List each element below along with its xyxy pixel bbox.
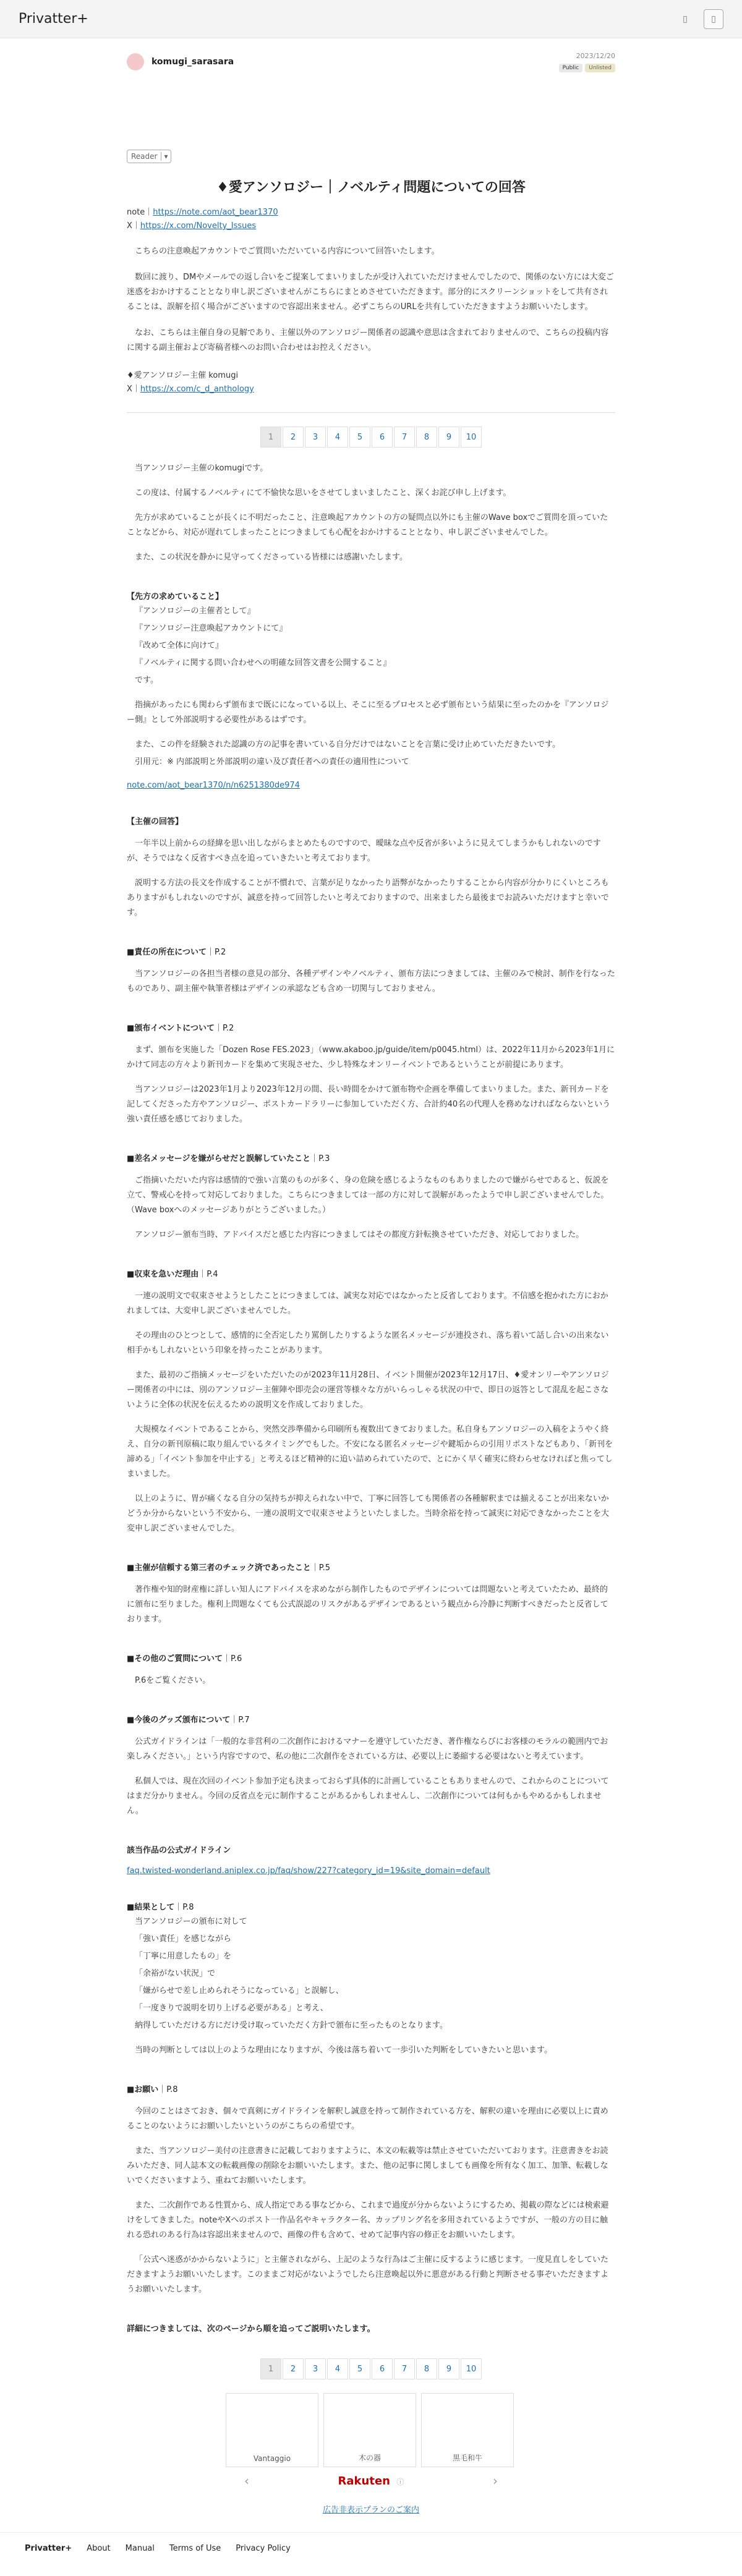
brand-logo[interactable]: Privatter+ [19,11,88,27]
section-paragraph: 一連の説明文で収束させようとしたことにつきましては、誠実な対応ではなかったと反省しております。不信感を抱かれた方におかれましては、大変申し訳ございませんでした。 [127,1291,608,1316]
post-date: 2023/12/20 [576,52,615,60]
section-heading-text: ■お願い [127,2085,159,2094]
chevron-down-icon[interactable]: ▾ [161,152,170,161]
link-prefix: note｜ [127,208,153,217]
page-7-button[interactable]: 7 [394,2358,415,2379]
intro-paragraph: こちらの注意喚起アカウントでご質問いただいている内容について回答いたします。 [135,247,440,256]
pagination-bottom [127,2358,615,2379]
section-paragraph: P.6をご覧ください。 [135,1676,211,1685]
section-heading [127,1900,615,1912]
section-paragraph: 当時の判断としては以上のような理由になりますが、今後は落ち着いて一歩引いた判断をしていきたいと思います。 [135,2046,552,2055]
ad-tile[interactable] [323,2393,416,2467]
section-page-ref: ｜P.5 [310,1563,330,1573]
section-heading-text: 詳細につきましては、次のページから順を追ってご説明いたします。 [127,2324,375,2334]
page-4-button[interactable]: 4 [327,427,348,448]
section-heading [127,945,615,957]
page-1-button[interactable]: 1 [260,427,281,448]
section-heading [127,1713,615,1725]
page-5-button[interactable]: 5 [349,2358,370,2379]
section-heading-text: ■結果として [127,1903,175,1912]
link-prefix: X｜ [127,221,140,231]
info-icon[interactable]: ⓘ [396,2477,404,2486]
section-page-ref: ｜P.7 [230,1715,250,1725]
section-paragraph: 以上のように、胃が痛くなる自分の気持ちが抑えられない中で、丁寧に回答しても関係者の各種解釈までは揃えることが出来ないかどうか分からないという不安から、一連の説明文で収束させようといたしました。当時余裕を持って誠実に対応できなかったことを大変申し訳ございませんでした。 [127,1494,610,1533]
section-paragraph: また、この状況を静かに見守ってくださっている皆様には感謝いたします。 [135,553,407,562]
section-heading-text: ■責任の所在について [127,948,207,957]
section-heading-text: 【主催の回答】 [127,817,184,827]
section-paragraph: まず、頒布を実施した「Dozen Rose FES.2023」（www.akaboo.jp/guide/item/p0045.html）は、2022年11月から2023年1月にかけて同志の方々より新刊カードを集めて実現させた、少し特殊なオンリーイベントであるということが前提にあります。 [127,1045,615,1069]
section-heading-text: ■頒布イベントについて [127,1024,215,1033]
rakuten-logo: Rakuten [338,2474,390,2488]
section-paragraph: 今回のことはさておき、個々で真剣にガイドラインを解釈し誠意を持って制作されている方を、解釈の違いを理由に必要以上に責めることのないようにお願いしたいというのがこちらの希望です。 [127,2107,608,2131]
notification-icon[interactable]: ▯ [683,14,688,24]
menu-button[interactable]: ▯ [704,9,723,29]
section-paragraph: 『ノベルティに関する問い合わせへの明確な回答文書を公開すること』 [135,658,391,668]
section-paragraph: 「余裕がない状況」で [135,1969,216,1978]
section-heading-text: 【先方の求めていること】 [127,592,224,601]
ad-tile-label: Vantaggio [253,2454,291,2463]
intro-paragraph: なお、こちらは主催自身の見解であり、主催以外のアンソロジー関係者の認識や意思は含まれておりませんので、こちらの投稿内容に関する副主催および寄稿者様へのお問い合わせはお控えください。 [127,328,609,352]
section-paragraph: 納得していただける方にだけ受け取っていただく方針で頒布に至ったものとなります。 [135,2021,448,2030]
section-page-ref: ｜P.3 [310,1154,330,1163]
page-6-button[interactable]: 6 [372,2358,393,2379]
section-page-ref: ｜P.2 [215,1024,234,1033]
section-paragraph: です。 [135,676,158,685]
section-heading [127,1021,615,1033]
top-bar [0,0,742,38]
main-content [127,38,615,2515]
footer-manual-link[interactable]: Manual [125,2544,155,2553]
ad-tile[interactable] [421,2393,514,2467]
post-links [127,206,615,233]
page-2-button[interactable]: 2 [283,2358,304,2379]
section-paragraph: 「嫌がらせで差し止められそうになっている」と誤解し、 [135,1986,344,1996]
section-paragraph: 当アンソロジーの各担当者様の意見の部分、各種デザインやノベルティ、頒布方法につきましては、主催のみで検討、制作を行なったものであり、副主催や執筆者様はデザインの承認なども含め一切関与しておりません。 [127,969,615,993]
section-paragraph: 引用元：※ 内部説明と外部説明の違い及び責任者への責任の適用性について [135,757,409,767]
section-paragraph: 「一度きりで説明を切り上げる必要がある」と考え、 [135,2004,328,2013]
user-bar [127,38,615,106]
section-heading-text: ■その他のご質問について [127,1654,223,1664]
section-paragraph: また、当アンソロジー美付の注意書きに記載しておりますように、本文の転載等は禁止させていただいております。注意書きをお読みいただき、同人誌本文の転載画像の削除をお願いいたします。また、他の記事に関しましても画像を所有なく加工、加筆、転載しないでくださいますよう、重ねてお願いいたします。 [127,2146,608,2185]
ad-tile-label: 木の器 [358,2454,381,2462]
reference-link[interactable]: faq.twisted-wonderland.aniplex.co.jp/faq/show/227?category_id=19&site_domain=default [127,1866,490,1876]
section-page-ref: ｜P.4 [198,1270,218,1279]
sections [127,461,615,2334]
page-1-button[interactable]: 1 [260,2358,281,2379]
public-badge: Public [559,64,583,72]
link-prefix: X｜ [127,385,140,394]
section-heading [127,590,615,601]
section-paragraph: 『アンソロジーの主催者として』 [135,606,255,616]
anthology-x-link[interactable]: https://x.com/c_d_anthology [140,385,254,394]
section-paragraph: また、この件を経験された認識の方の記事を書いている自分だけではないことを言葉に受け止めていただきたいです。 [135,740,560,749]
section-paragraph: 当アンソロジー主催のkomugiです。 [135,464,268,473]
page-5-button[interactable]: 5 [349,427,370,448]
section-heading [127,815,615,827]
page-9-button[interactable]: 9 [438,2358,459,2379]
section-heading [127,2322,615,2334]
section-page-ref: ｜P.6 [223,1654,242,1664]
section-paragraph: 「丁寧に用意したもの」を [135,1952,232,1961]
section-paragraph: 先方が求めていることが長くに不明だったこと、注意喚起アカウントの方の疑問点以外にも主催のWave boxでご質問を頂っていたことなどから、対応が遅れてしまったことにつきましても心配をおかけすることとなり、申し訳ございませんでした。 [127,513,608,537]
chevron-right-icon[interactable]: › [492,2473,498,2488]
section-heading [127,1561,615,1573]
section-paragraph: また、最初のご指摘メッセージをいただいたのが2023年11月28日、イベント開催が2023年12月17日、♦愛オンリーやアンソロジー関係者の中には、別のアンソロジー主催陣や即売会の運営等様々な方がいらっしゃる状況の中で、即日の返答として混乱を起こさないように全体の状況を伝えるための説明文を作成しておりました。 [127,1371,609,1409]
page-3-button[interactable]: 3 [305,2358,326,2379]
section-paragraph: 当アンソロジーは2023年1月より2023年12月の間、長い時間をかけて頒布物や企画を準備してまいりました。また、新刊カードを記してくださった方やアンソロジー、ポストカードラリーに参加していただく方、合計約40名の代理人を務めなければならないという強い責任感を感じておりました。 [127,1085,611,1124]
section-heading [127,2083,615,2094]
username[interactable]: komugi_sarasara [151,57,234,67]
section-paragraph: 大規模なイベントであることから、突然交渉準備から印刷所も複数出てきておりました。私自身もアンソロジーの入稿をようやく終え、自分の新刊原稿に取り組んでいるタイミングでもした。不安になる匿名メッセージや鍵垢からの引用リポストなどもあり、「新刊を諦める」「イベント参加を中止する」と考えるほど精神的に追い詰められていたので、とにかく早く確実に終わらせなければと焦ってしまいました。 [127,1425,613,1479]
footer-privacy-link[interactable]: Privacy Policy [236,2544,291,2553]
section-heading-text: ■収束を急いだ理由 [127,1270,199,1279]
ad-tile-label: 黒毛和牛 [452,2454,482,2462]
reader-mode-button[interactable] [127,150,171,163]
section-paragraph: 「公式へ迷惑がかからないように」と主催されながら、上記のような行為はご主催に反するように感じます。一度見直しをしていただきますようお願いいたします。このままご対応がないようでしたら注意喚起以外に悪意がある行動と判断させる事ぞいただきますようお願いいたします。 [127,2255,608,2294]
reference-link[interactable]: note.com/aot_bear1370/n/n6251380de974 [127,781,300,790]
section-heading [127,1152,615,1163]
section-page-ref: ｜P.8 [158,2085,178,2094]
footer-brand[interactable]: Privatter+ [25,2544,72,2553]
page-6-button[interactable]: 6 [372,427,393,448]
ad-tile[interactable] [226,2393,318,2467]
section-paragraph: ご指摘いただいた内容は感情的で強い言葉のものが多く、身の危険を感じるようなものもありましたので嫌がらせであると、仮説を立て、警戒心を持って対応しておりました。こちらにつきましては一部の方に対して誤解があったようで申し訳ございませんでした。（Wave boxへのメッセージありがとうございました。） [127,1176,609,1215]
pagination-top [127,412,615,448]
footer-about-link[interactable]: About [87,2544,111,2553]
page-8-button[interactable]: 8 [416,427,437,448]
post-meta [559,52,615,72]
section-paragraph: この度は、付属するノベルティにて不愉快な思いをさせてしまいましたこと、深くお詫び申し上げます。 [135,488,511,498]
signature-name: ♦愛アンソロジー主催 komugi [127,371,239,380]
section-paragraph: 私個人では、現在次回のイベント参加予定も決まっておらず具体的に計画していることもありませんので、これからのことについてはまだ分かりません。今回の反省点を元に制作することがあるかもしれませんし、二次創作については何もかもやめるかもしれません。 [127,1777,609,1816]
section-heading [127,1652,615,1664]
page-2-button[interactable]: 2 [283,427,304,448]
section-heading-text: ■主催が信頼する第三者のチェック済であったこと [127,1563,311,1573]
intro-paragraph: 数回に渡り、DMやメールでの返し合いをご提案してまいりましたが受け入れていただけませんでしたので、関係のない方には大変ご迷惑をおかけすることとなり申し訳ございませんがこちらにまとめさせていただきます。部分的にスクリーンショットをして共有されることは、誤解を招く場合がございますので容認出来ません。必ずこちらのURLを共有していただきますようお願いいたします。 [127,273,614,312]
avatar[interactable] [127,53,144,70]
unlisted-badge: Unlisted [585,64,615,72]
footer [0,2532,742,2564]
page-7-button[interactable]: 7 [394,427,415,448]
section-paragraph: 『改めて全体に向けて』 [135,641,224,650]
section-paragraph: その理由のひとつとして、感情的に全否定したり罵倒したりするような匿名メッセージが連投され、落ち着いて話し合いの出来ない相手かもしれないという印象を持ったことがあります。 [127,1331,609,1355]
section-paragraph: 説明する方法の長文を作成することが不慣れで、言葉が足りなかったり語弊がなかったりすることから内容が分かりにくいところもありますがもしれないのですが、誠意を持って回答したいと考えておりますので、出来ましたら最後までお読みいただけますと幸いです。 [127,878,609,917]
section-page-ref: ｜P.2 [207,948,226,957]
section-paragraph: 指摘があったにも関わらず頒布まで既にになっている以上、そこに至るプロセスと必ず頒布という結果に至ったのかを『アンソロジー側』として外部説明する必要性があるはずです。 [127,700,609,725]
reader-label: Reader [131,152,158,161]
section-paragraph: 公式ガイドラインは「一般的な非営利の二次創作におけるマナーを遵守していただき、著作権ならびにお客様のモラルの範囲内でお楽しみください。」という内容ですので、私の他に二次創作をされている方は、必要以上に萎縮する必要はないと考えています。 [127,1737,608,1761]
ad-banner[interactable] [226,2393,516,2494]
footer-terms-link[interactable]: Terms of Use [169,2544,221,2553]
page-10-button[interactable]: 10 [461,2358,482,2379]
section-paragraph: 『アンソロジー注意喚起アカウントにて』 [135,624,288,633]
page-9-button[interactable]: 9 [438,427,459,448]
section-heading [127,1843,615,1855]
section-paragraph: また、二次創作である性質から、成人指定である事などから、これまで過度が分からないようにするため、掲載の際などには検索避けをしてきました。noteやXへのポスト一作品名やキャラクター名、カップリング名を多用されているようですが、一般の方の目に触れる恐れのある行為は容認出来ませんので、画像の件も含めて、せめて記事内容の修正をお願いいたします。 [127,2201,609,2240]
section-paragraph: アンソロジー頒布当時、アドバイスだと感じた内容につきましてはその都度方針転換させていただき、対応しておりました。 [135,1230,584,1239]
section-paragraph: 著作権や知的財産権に詳しい知人にアドバイスを求めながら制作したものでデザインについては問題ないと考えていたため、最終的に頒布に至りました。権利上問題なくても公式誤認のリスクがあるデザインであるという観点から冷静に判断すべきだったと反省しております。 [127,1585,608,1624]
section-heading-text: ■差名メッセージを嫌がらせだと誤解していたこと [127,1154,311,1163]
x-link[interactable]: https://x.com/Novelty_Issues [140,221,257,231]
note-link[interactable]: https://note.com/aot_bear1370 [153,208,278,217]
section-heading [127,1267,615,1279]
signature [127,369,615,396]
page-3-button[interactable]: 3 [305,427,326,448]
section-page-ref: ｜P.8 [174,1903,194,1912]
page-4-button[interactable]: 4 [327,2358,348,2379]
section-paragraph: 一年半以上前からの経緯を思い出しながらまとめたものですので、曖昧な点や反省が多いように見えてしまうかもしれないのですが、そうではなく反省すべき点を追っていきたいと考えております。 [127,839,601,863]
section-heading-text: ■今後のグッズ頒布について [127,1715,231,1725]
section-paragraph: 当アンソロジーの頒布に対して [135,1917,247,1926]
post-title: ♦愛アンソロジー｜ノベルティ問題についての回答 [216,180,526,195]
page-10-button[interactable]: 10 [461,427,482,448]
section-heading-text: 該当作品の公式ガイドライン [127,1846,231,1855]
page-8-button[interactable]: 8 [416,2358,437,2379]
section-paragraph: 「強い責任」を感じながら [135,1934,232,1944]
chevron-left-icon[interactable]: ‹ [244,2473,249,2488]
ad-free-plan-link[interactable]: 広告非表示プランのご案内 [322,2506,419,2515]
